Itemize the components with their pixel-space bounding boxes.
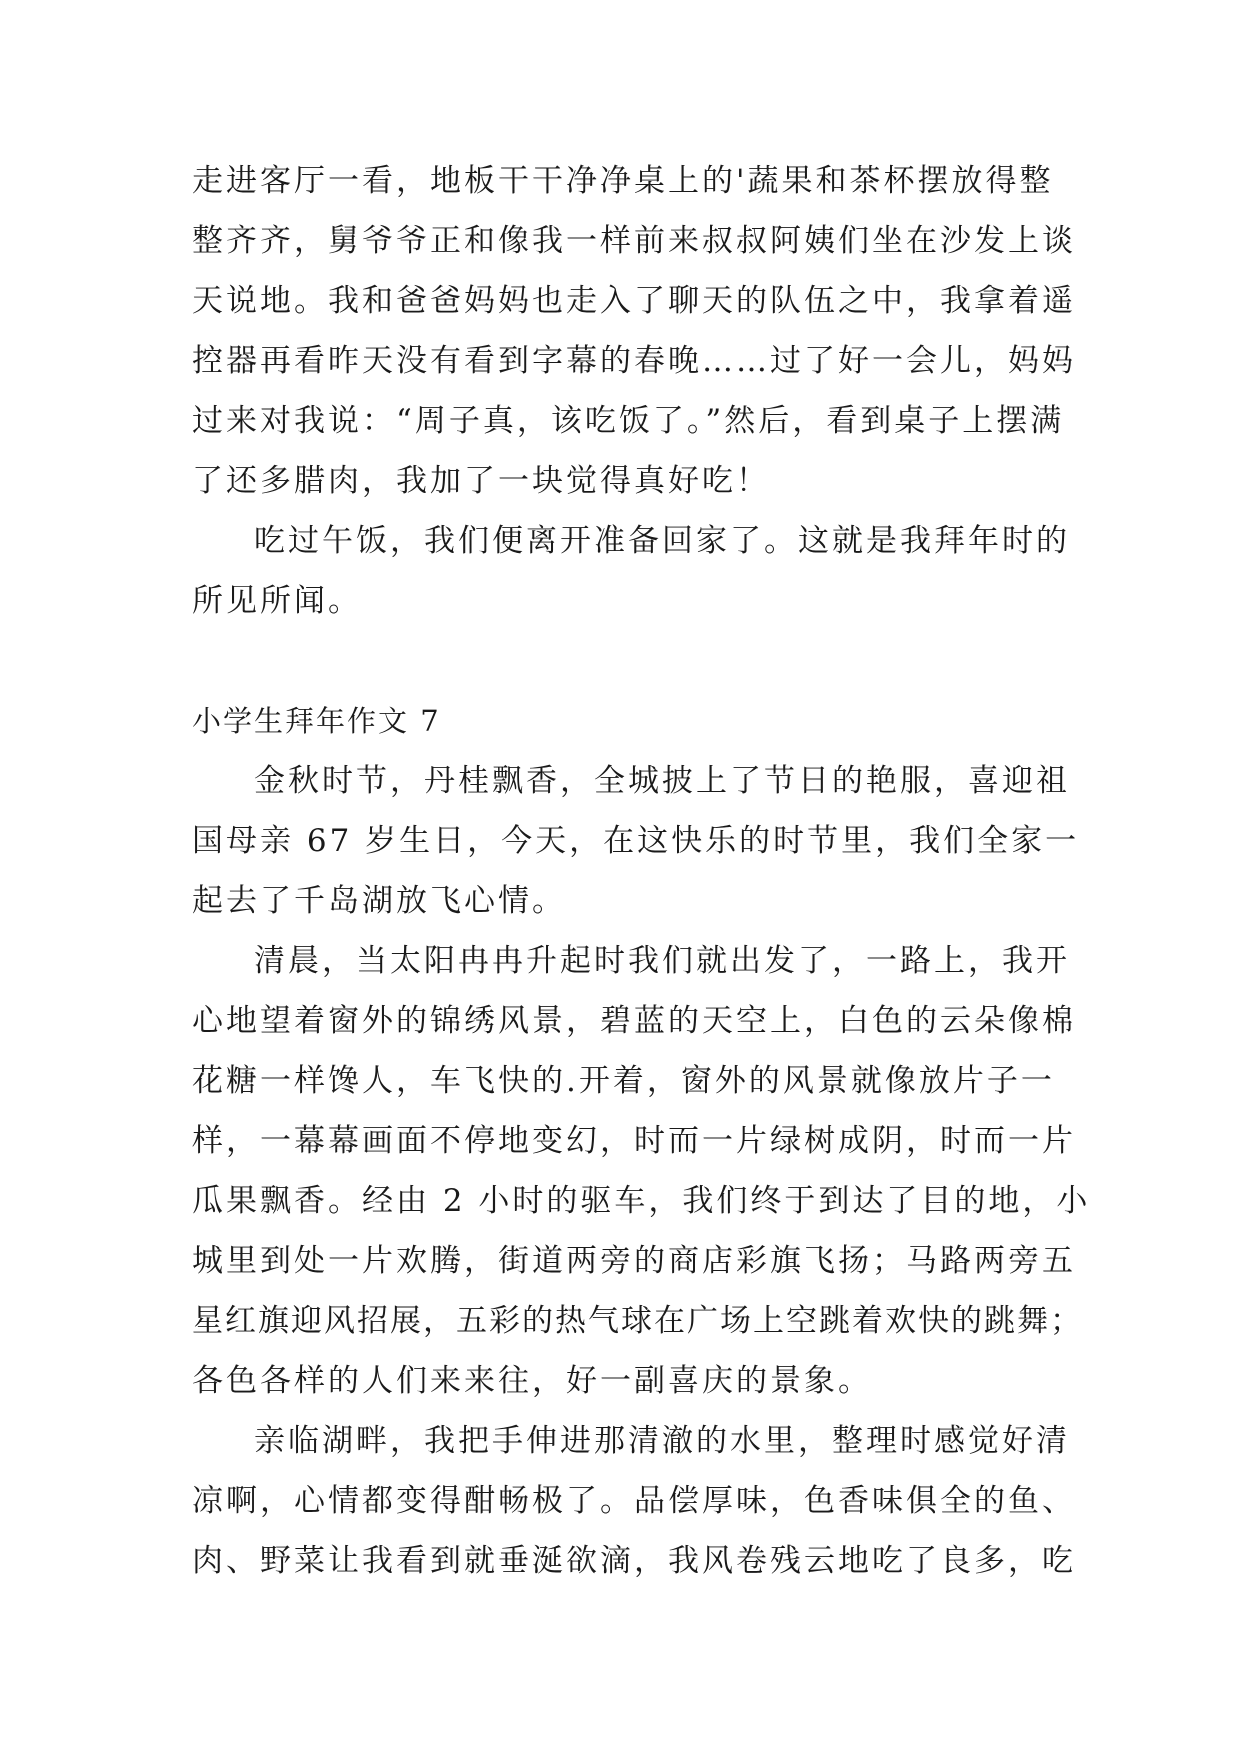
paragraph-line: 瓜果飘香。经由 2 小时的驱车，我们终于到达了目的地，小 xyxy=(192,1183,1091,1219)
paragraph-line: 星红旗迎风招展，五彩的热气球在广场上空跳着欢快的跳舞； xyxy=(192,1303,1083,1339)
paragraph-line: 了还多腊肉，我加了一块觉得真好吃！ xyxy=(192,463,770,499)
paragraph-line: 走进客厅一看，地板干干净净桌上的'蔬果和茶杯摆放得整 xyxy=(192,163,1054,199)
paragraph-line: 天说地。我和爸爸妈妈也走入了聊天的队伍之中，我拿着遥 xyxy=(192,283,1076,319)
paragraph-line: 整齐齐，舅爷爷正和像我一样前来叔叔阿姨们坐在沙发上谈 xyxy=(192,223,1076,259)
paragraph-line: 各色各样的人们来来往，好一副喜庆的景象。 xyxy=(192,1363,872,1399)
paragraph-line: 过来对我说：“周子真，该吃饭了。”然后，看到桌子上摆满 xyxy=(192,403,1065,439)
paragraph-line: 花糖一样馋人，车飞快的.开着，窗外的风景就像放片子一 xyxy=(192,1063,1055,1099)
paragraph-line: 吃过午饭，我们便离开准备回家了。这就是我拜年时的 xyxy=(254,523,1070,559)
paragraph-line: 金秋时节，丹桂飘香，全城披上了节日的艳服，喜迎祖 xyxy=(254,763,1070,799)
paragraph-line: 起去了千岛湖放飞心情。 xyxy=(192,883,566,919)
paragraph-line: 国母亲 67 岁生日，今天，在这快乐的时节里，我们全家一 xyxy=(192,823,1080,859)
paragraph-line: 样，一幕幕画面不停地变幻，时而一片绿树成阴，时而一片 xyxy=(192,1123,1076,1159)
paragraph-line: 亲临湖畔，我把手伸进那清澈的水里，整理时感觉好清 xyxy=(254,1423,1070,1459)
paragraph-line: 所见所闻。 xyxy=(192,583,362,619)
paragraph-line: 心地望着窗外的锦绣风景，碧蓝的天空上，白色的云朵像棉 xyxy=(192,1003,1076,1039)
section-heading: 小学生拜年作文 7 xyxy=(192,704,441,738)
paragraph-line: 城里到处一片欢腾，街道两旁的商店彩旗飞扬；马路两旁五 xyxy=(192,1243,1076,1279)
paragraph-line: 肉、野菜让我看到就垂涎欲滴，我风卷残云地吃了良多，吃 xyxy=(192,1543,1076,1579)
paragraph-line: 清晨，当太阳冉冉升起时我们就出发了，一路上，我开 xyxy=(254,943,1070,979)
paragraph-line: 控器再看昨天没有看到字幕的春晚……过了好一会儿，妈妈 xyxy=(192,343,1076,379)
paragraph-line: 凉啊，心情都变得酣畅极了。品偿厚味，色香味俱全的鱼、 xyxy=(192,1483,1076,1519)
